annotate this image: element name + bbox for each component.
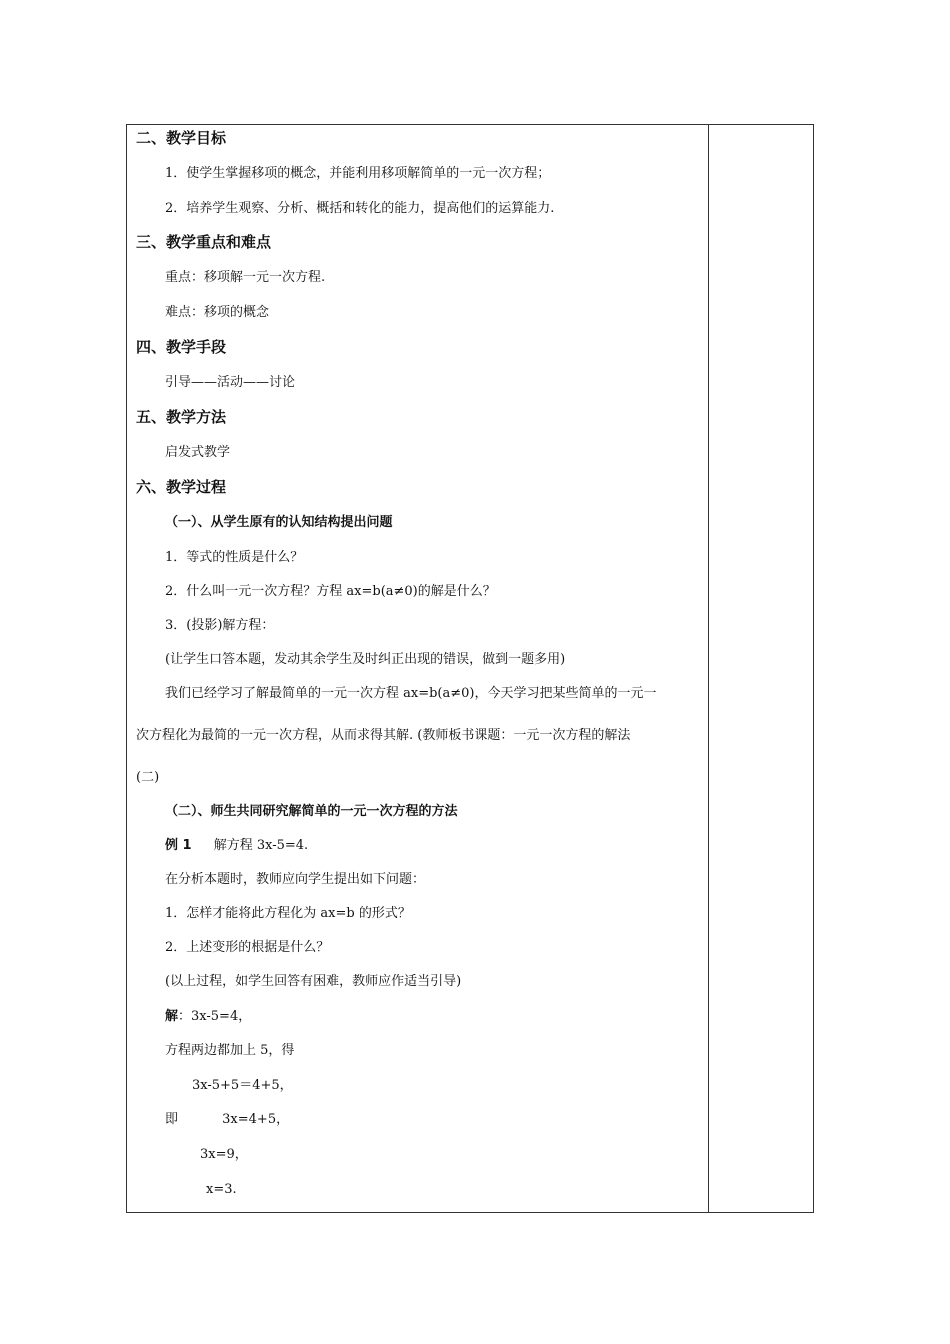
guidance-note: (以上过程，如学生回答有困难，教师应作适当引导) bbox=[165, 974, 462, 989]
part1-title: （一）、从学生原有的认知结构提出问题 bbox=[165, 515, 393, 530]
section-title-method: 五、教学方法 bbox=[136, 408, 227, 426]
goal-item-2: 2．培养学生观察、分析、概括和转化的能力，提高他们的运算能力. bbox=[165, 201, 555, 216]
paragraph-line-2: 次方程化为最简的一元一次方程，从而求得其解. (教师板书课题：一元一次方程的解法 bbox=[136, 728, 631, 743]
solution-step-3-prefix: 即 bbox=[165, 1112, 179, 1127]
solution-start: ：3x-5=4， bbox=[178, 1009, 252, 1024]
paragraph-line-1: 我们已经学习了解最简单的一元一次方程 ax=b(a≠0)，今天学习把某些简单的一元一 bbox=[165, 686, 657, 701]
example-text: 解方程 3x-5=4. bbox=[213, 838, 309, 853]
instruction-note: (让学生口答本题，发动其余学生及时纠正出现的错误，做到一题多用) bbox=[165, 652, 566, 667]
solution-step-1: 方程两边都加上 5，得 bbox=[165, 1043, 295, 1058]
table-column-divider bbox=[708, 124, 709, 1213]
solution-label: 解 bbox=[165, 1009, 179, 1024]
section-title-goals: 二、教学目标 bbox=[136, 129, 227, 147]
section-title-process: 六、教学过程 bbox=[136, 478, 227, 496]
question-1: 1．等式的性质是什么？ bbox=[165, 550, 304, 565]
section-title-key-points: 三、教学重点和难点 bbox=[136, 233, 272, 251]
key-point: 重点：移项解一元一次方程. bbox=[165, 270, 326, 285]
difficult-point: 难点：移项的概念 bbox=[165, 305, 270, 320]
solution-step-3-eq: 3x=4+5， bbox=[222, 1112, 290, 1127]
lesson-content bbox=[126, 124, 708, 1213]
question-3: 3．(投影)解方程： bbox=[165, 618, 275, 633]
solution-line bbox=[165, 1008, 251, 1026]
analysis-question-2: 2．上述变形的根据是什么？ bbox=[165, 940, 330, 955]
analysis-question-1: 1．怎样才能将此方程化为 ax=b 的形式？ bbox=[165, 906, 411, 921]
means-text: 引导——活动——讨论 bbox=[165, 375, 296, 390]
solution-step-5: x=3. bbox=[206, 1182, 237, 1197]
example-1 bbox=[165, 837, 308, 855]
paragraph-line-3: (二) bbox=[136, 770, 160, 785]
solution-step-4: 3x=9， bbox=[200, 1147, 248, 1162]
question-2: 2．什么叫一元一次方程？方程 ax=b(a≠0)的解是什么？ bbox=[165, 584, 496, 599]
analysis-intro: 在分析本题时，教师应向学生提出如下问题： bbox=[165, 872, 426, 887]
solution-step-2: 3x-5+5＝4+5， bbox=[192, 1078, 293, 1093]
part2-title: （二）、师生共同研究解简单的一元一次方程的方法 bbox=[165, 804, 458, 819]
example-label: 例 1 bbox=[165, 838, 192, 853]
solution-step-3 bbox=[165, 1111, 289, 1129]
goal-item-1: 1．使学生掌握移项的概念，并能利用移项解简单的一元一次方程； bbox=[165, 166, 551, 181]
method-text: 启发式教学 bbox=[165, 445, 231, 460]
section-title-means: 四、教学手段 bbox=[136, 338, 227, 356]
